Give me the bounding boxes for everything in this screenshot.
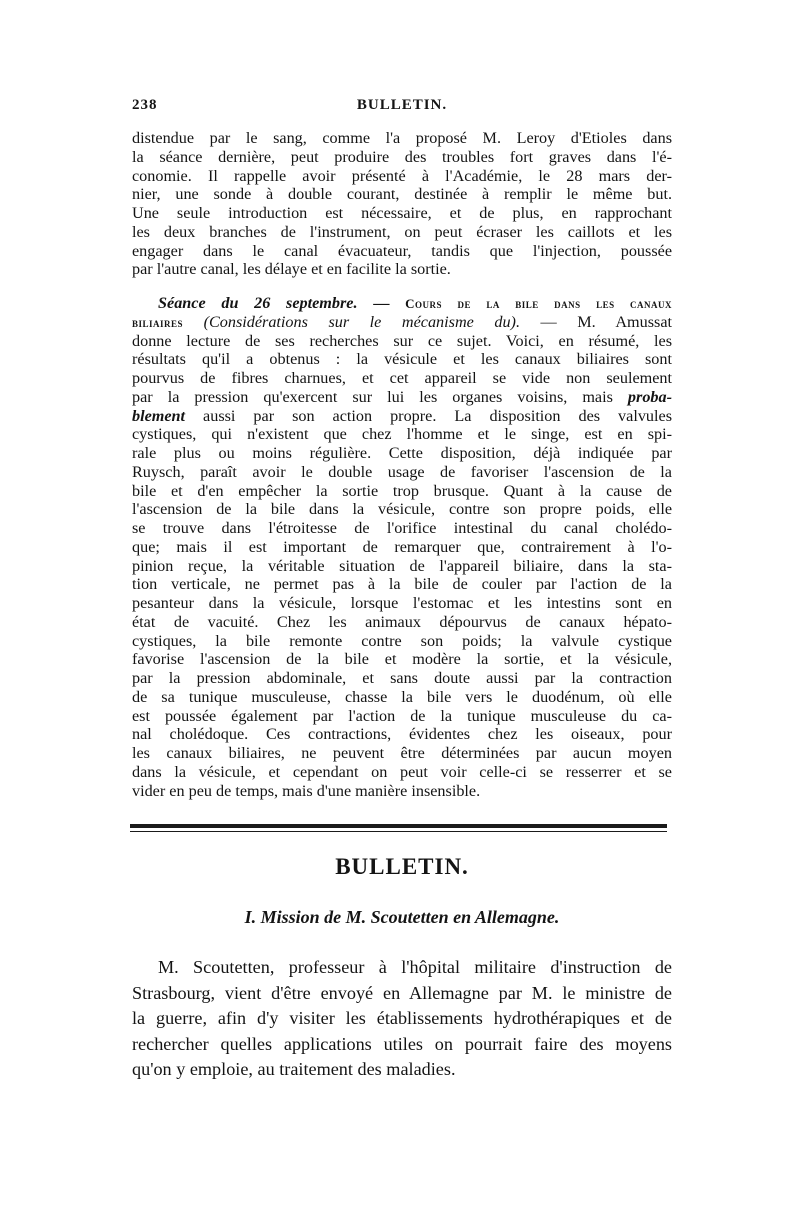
text-line: pinion reçue, la véritable situation de l'appareil biliaire, dans la sta- [132,556,672,575]
text-line: que; mais il est important de remarquer que, contrairement à l'o- [132,537,672,556]
running-head [132,97,672,117]
text-line [132,407,672,426]
text-line: conomie. Il rappelle avoir présenté à l'Académie, le 28 mars der- [132,166,672,185]
page-number: 238 [132,97,158,113]
text-line: Une seule introduction est nécessaire, et de plus, en rapprochant [132,204,672,222]
text-line: bile et d'en empêcher la sortie trop brusque. Quant à la cause de [132,481,672,500]
topic-italic: (Considérations sur le mécanisme du). [203,312,520,331]
text-line: tion verticale, ne permet pas à la bile de couler par l'action de la [132,575,672,594]
text-line: les deux branches de l'instrument, on peut écraser les caillots et les [132,222,672,241]
text-run: par la pression qu'exercent sur lui les organes voisins, mais [132,387,613,406]
text-line: pesanteur dans la vésicule, lorsque l'estomac et les intestins sont en [132,594,672,612]
text-line: Ruysch, paraît avoir le double usage de favoriser l'ascension de la [132,462,672,481]
section-title: BULLETIN. [335,854,469,879]
session-label: Séance du 26 septembre. [158,294,358,312]
text-line: M. Scoutetten, professeur à l'hôpital militaire d'instruction de [158,957,672,977]
text-line: se trouve dans l'étroitesse de l'orifice intestinal du canal cholédo- [132,519,672,537]
text-line: état de vacuité. Chez les animaux dépourvus de canaux hépato- [132,612,672,631]
topic-caps: Cours de la bile dans les canaux [405,296,672,311]
text-line: la séance dernière, peut produire des troubles fort graves dans l'é- [132,147,672,166]
section-divider-thin [130,831,667,832]
text-run: — M. Amussat [520,312,672,331]
text-line: Strasbourg, vient d'être envoyé en Allemagne par M. le ministre de [132,982,672,1003]
text-line: nal cholédoque. Ces contractions, évidentes chez les oiseaux, pour [132,725,672,744]
text-line: favorise l'ascension de la bile et modère la sortie, et la vésicule, [132,650,672,669]
text-line: rale plus ou moins régulière. Cette disposition, déjà indiquée par [132,444,672,462]
text-line: cystiques, qui n'existent que chez l'homme et le singe, est en spi- [132,425,672,444]
text-line: nier, une sonde à double courant, destinée à remplir le même but. [132,185,672,204]
text-line: engager dans le canal évacuateur, tandis que l'injection, poussée [132,241,672,260]
text-line: est poussée également par l'action de la tunique musculeuse du ca- [132,706,672,725]
text-line: qu'on y emploie, au traitement des maladies. [132,1059,456,1079]
section-divider-thick [130,824,667,828]
text-line: vider en peu de temps, mais d'une manière insensible. [132,781,481,800]
paragraph-3 [132,955,672,1083]
text-line: résultats qu'il a obtenus : la vésicule et les canaux biliaires sont [132,350,672,369]
em-dash: — [357,294,406,312]
text-line: de sa tunique musculeuse, chasse la bile vers le duodénum, où elle [132,687,672,706]
subsection-title: I. Mission de M. Scoutetten en Allemagne. [244,907,560,927]
text-line: les canaux biliaires, ne peuvent être déterminées par aucun moyen [132,744,672,762]
session-heading-line [132,294,672,313]
running-head-title: BULLETIN. [356,97,448,113]
text-line: l'ascension de la bile dans la vésicule, contre son propre poids, elle [132,500,672,519]
text-line: cystiques, la bile remonte contre son poids; la valvule cystique [132,631,672,650]
text-line: pourvus de fibres charnues, et cet appareil se vide non seulement [132,369,672,387]
text-line: distendue par le sang, comme l'a proposé M. Leroy d'Etioles dans [132,129,672,147]
text-line: par la pression abdominale, et sans doute aussi par la contraction [132,669,672,687]
paragraph-1 [132,129,672,279]
text-line [132,388,672,407]
text-line: rechercher quelles applications utiles on pourrait faire des moyens [132,1033,672,1054]
italic-word: blement [132,406,186,425]
text-run: aussi par son action propre. La disposition des valvules [185,406,672,425]
topic-caps: biliaires [132,314,184,330]
text-line: dans la vésicule, et cependant on peut voir celle-ci se resserrer et se [132,762,672,781]
text-line: donne lecture de ses recherches sur ce sujet. Voici, en résumé, les [132,331,672,350]
text-line: par l'autre canal, les délaye et en facilite la sortie. [132,260,451,279]
paragraph-2 [132,294,672,800]
italic-word: proba- [627,387,672,406]
text-line [132,313,672,332]
text-line: la guerre, afin d'y visiter les établissements hydrothérapiques et de [132,1008,672,1028]
